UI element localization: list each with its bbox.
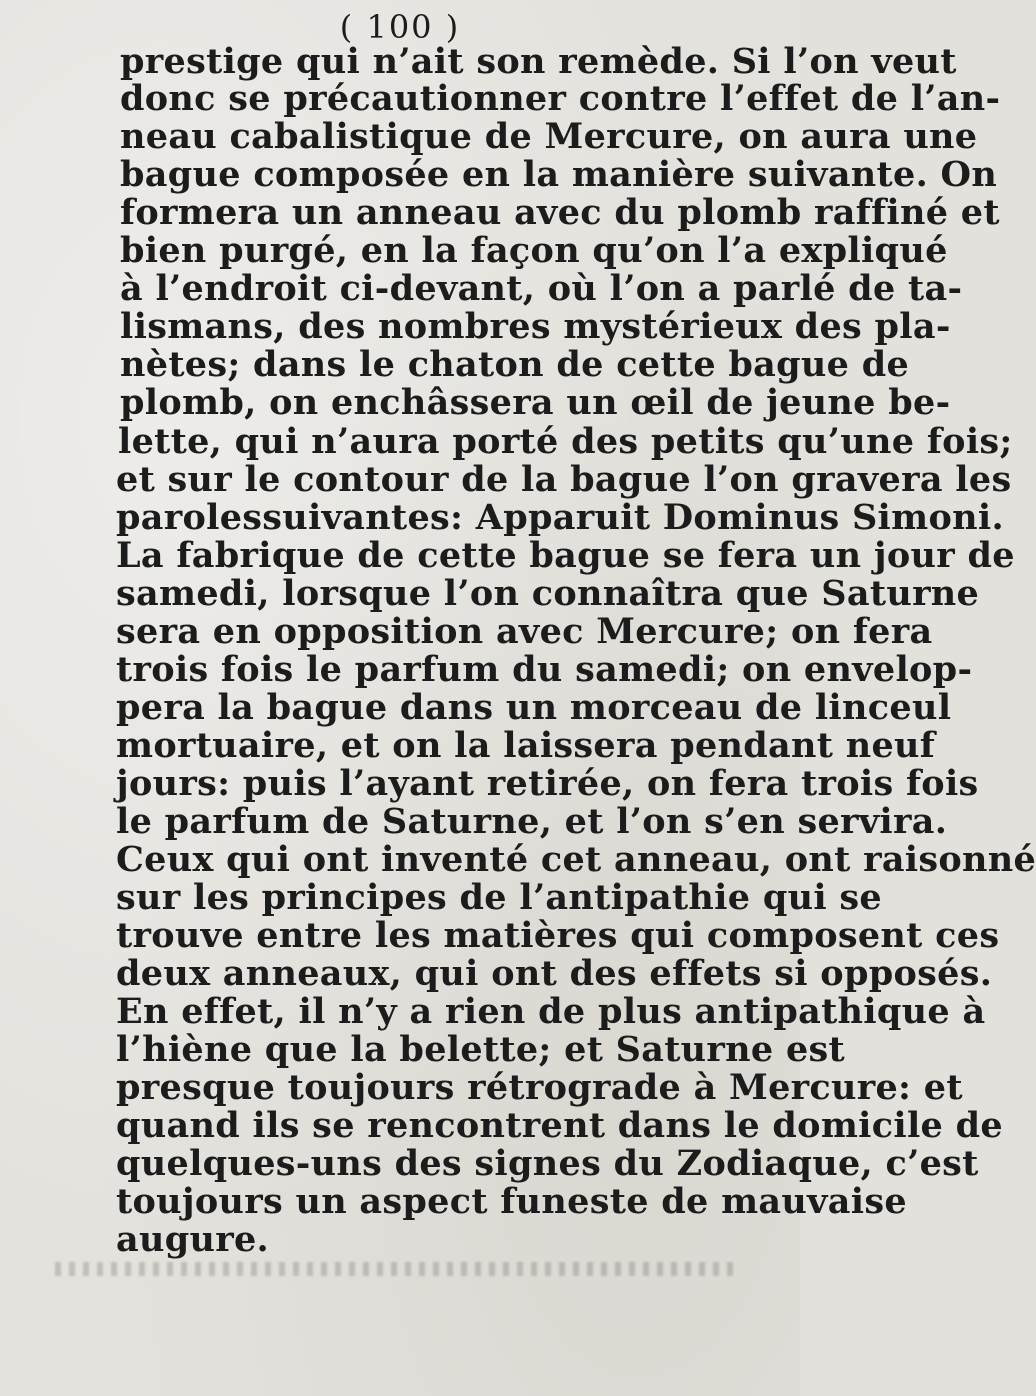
text-line: sera en opposition avec Mercure; on fera xyxy=(116,611,933,652)
text-line: lismans, des nombres mystérieux des pla- xyxy=(120,306,951,347)
text-line: formera un anneau avec du plomb raffiné et xyxy=(120,192,1000,233)
text-line: donc se précautionner contre l’effet de l’an- xyxy=(120,78,1001,119)
text-line: En effet, il n’y a rien de plus antipathique à xyxy=(116,991,986,1032)
text-line: l’hiène que la belette; et Saturne est xyxy=(116,1029,846,1070)
text-line: quand ils se rencontrent dans le domicile de xyxy=(116,1105,1003,1146)
text-line: augure. xyxy=(116,1219,270,1260)
text-line: neau cabalistique de Mercure, on aura une xyxy=(120,116,978,157)
bleed-through-text xyxy=(55,1262,735,1276)
text-line: plomb, on enchâssera un œil de jeune be- xyxy=(120,382,951,423)
text-line: mortuaire, et on la laissera pendant neuf xyxy=(116,725,936,766)
text-line: bien purgé, en la façon qu’on l’a expliqué xyxy=(120,230,948,271)
text-line: nètes; dans le chaton de cette bague de xyxy=(120,344,910,385)
text-line: jours: puis l’ayant retirée, on fera trois fois xyxy=(116,763,979,804)
text-line: Ceux qui ont inventé cet anneau, ont raisonné xyxy=(116,839,1036,880)
text-line: le parfum de Saturne, et l’on s’en servira. xyxy=(116,801,948,842)
text-line: sur les principes de l’antipathie qui se xyxy=(116,877,883,918)
text-line: parolessuivantes: Apparuit Dominus Simoni. xyxy=(116,497,1004,538)
text-line: et sur le contour de la bague l’on gravera les xyxy=(116,459,1012,500)
page-number: ( 100 ) xyxy=(339,8,461,46)
text-line: lette, qui n’aura porté des petits qu’une fois; xyxy=(118,421,1013,462)
text-line: trois fois le parfum du samedi; on envelop- xyxy=(116,649,973,690)
text-line: quelques-uns des signes du Zodiaque, c’est xyxy=(116,1143,979,1184)
text-line: samedi, lorsque l’on connaîtra que Saturne xyxy=(116,573,980,614)
text-line: prestige qui n’ait son remède. Si l’on veut xyxy=(120,41,957,82)
text-line: La fabrique de cette bague se fera un jour de xyxy=(116,535,1015,576)
text-line: toujours un aspect funeste de mauvaise xyxy=(116,1181,907,1222)
text-line: presque toujours rétrograde à Mercure: et xyxy=(116,1067,963,1108)
text-line: pera la bague dans un morceau de linceul xyxy=(116,687,952,728)
text-line: trouve entre les matières qui composent ces xyxy=(116,915,1000,956)
text-line: deux anneaux, qui ont des effets si opposés. xyxy=(116,953,993,994)
text-line: bague composée en la manière suivante. On xyxy=(120,154,998,195)
text-line: à l’endroit ci-devant, où l’on a parlé de ta- xyxy=(120,268,963,309)
